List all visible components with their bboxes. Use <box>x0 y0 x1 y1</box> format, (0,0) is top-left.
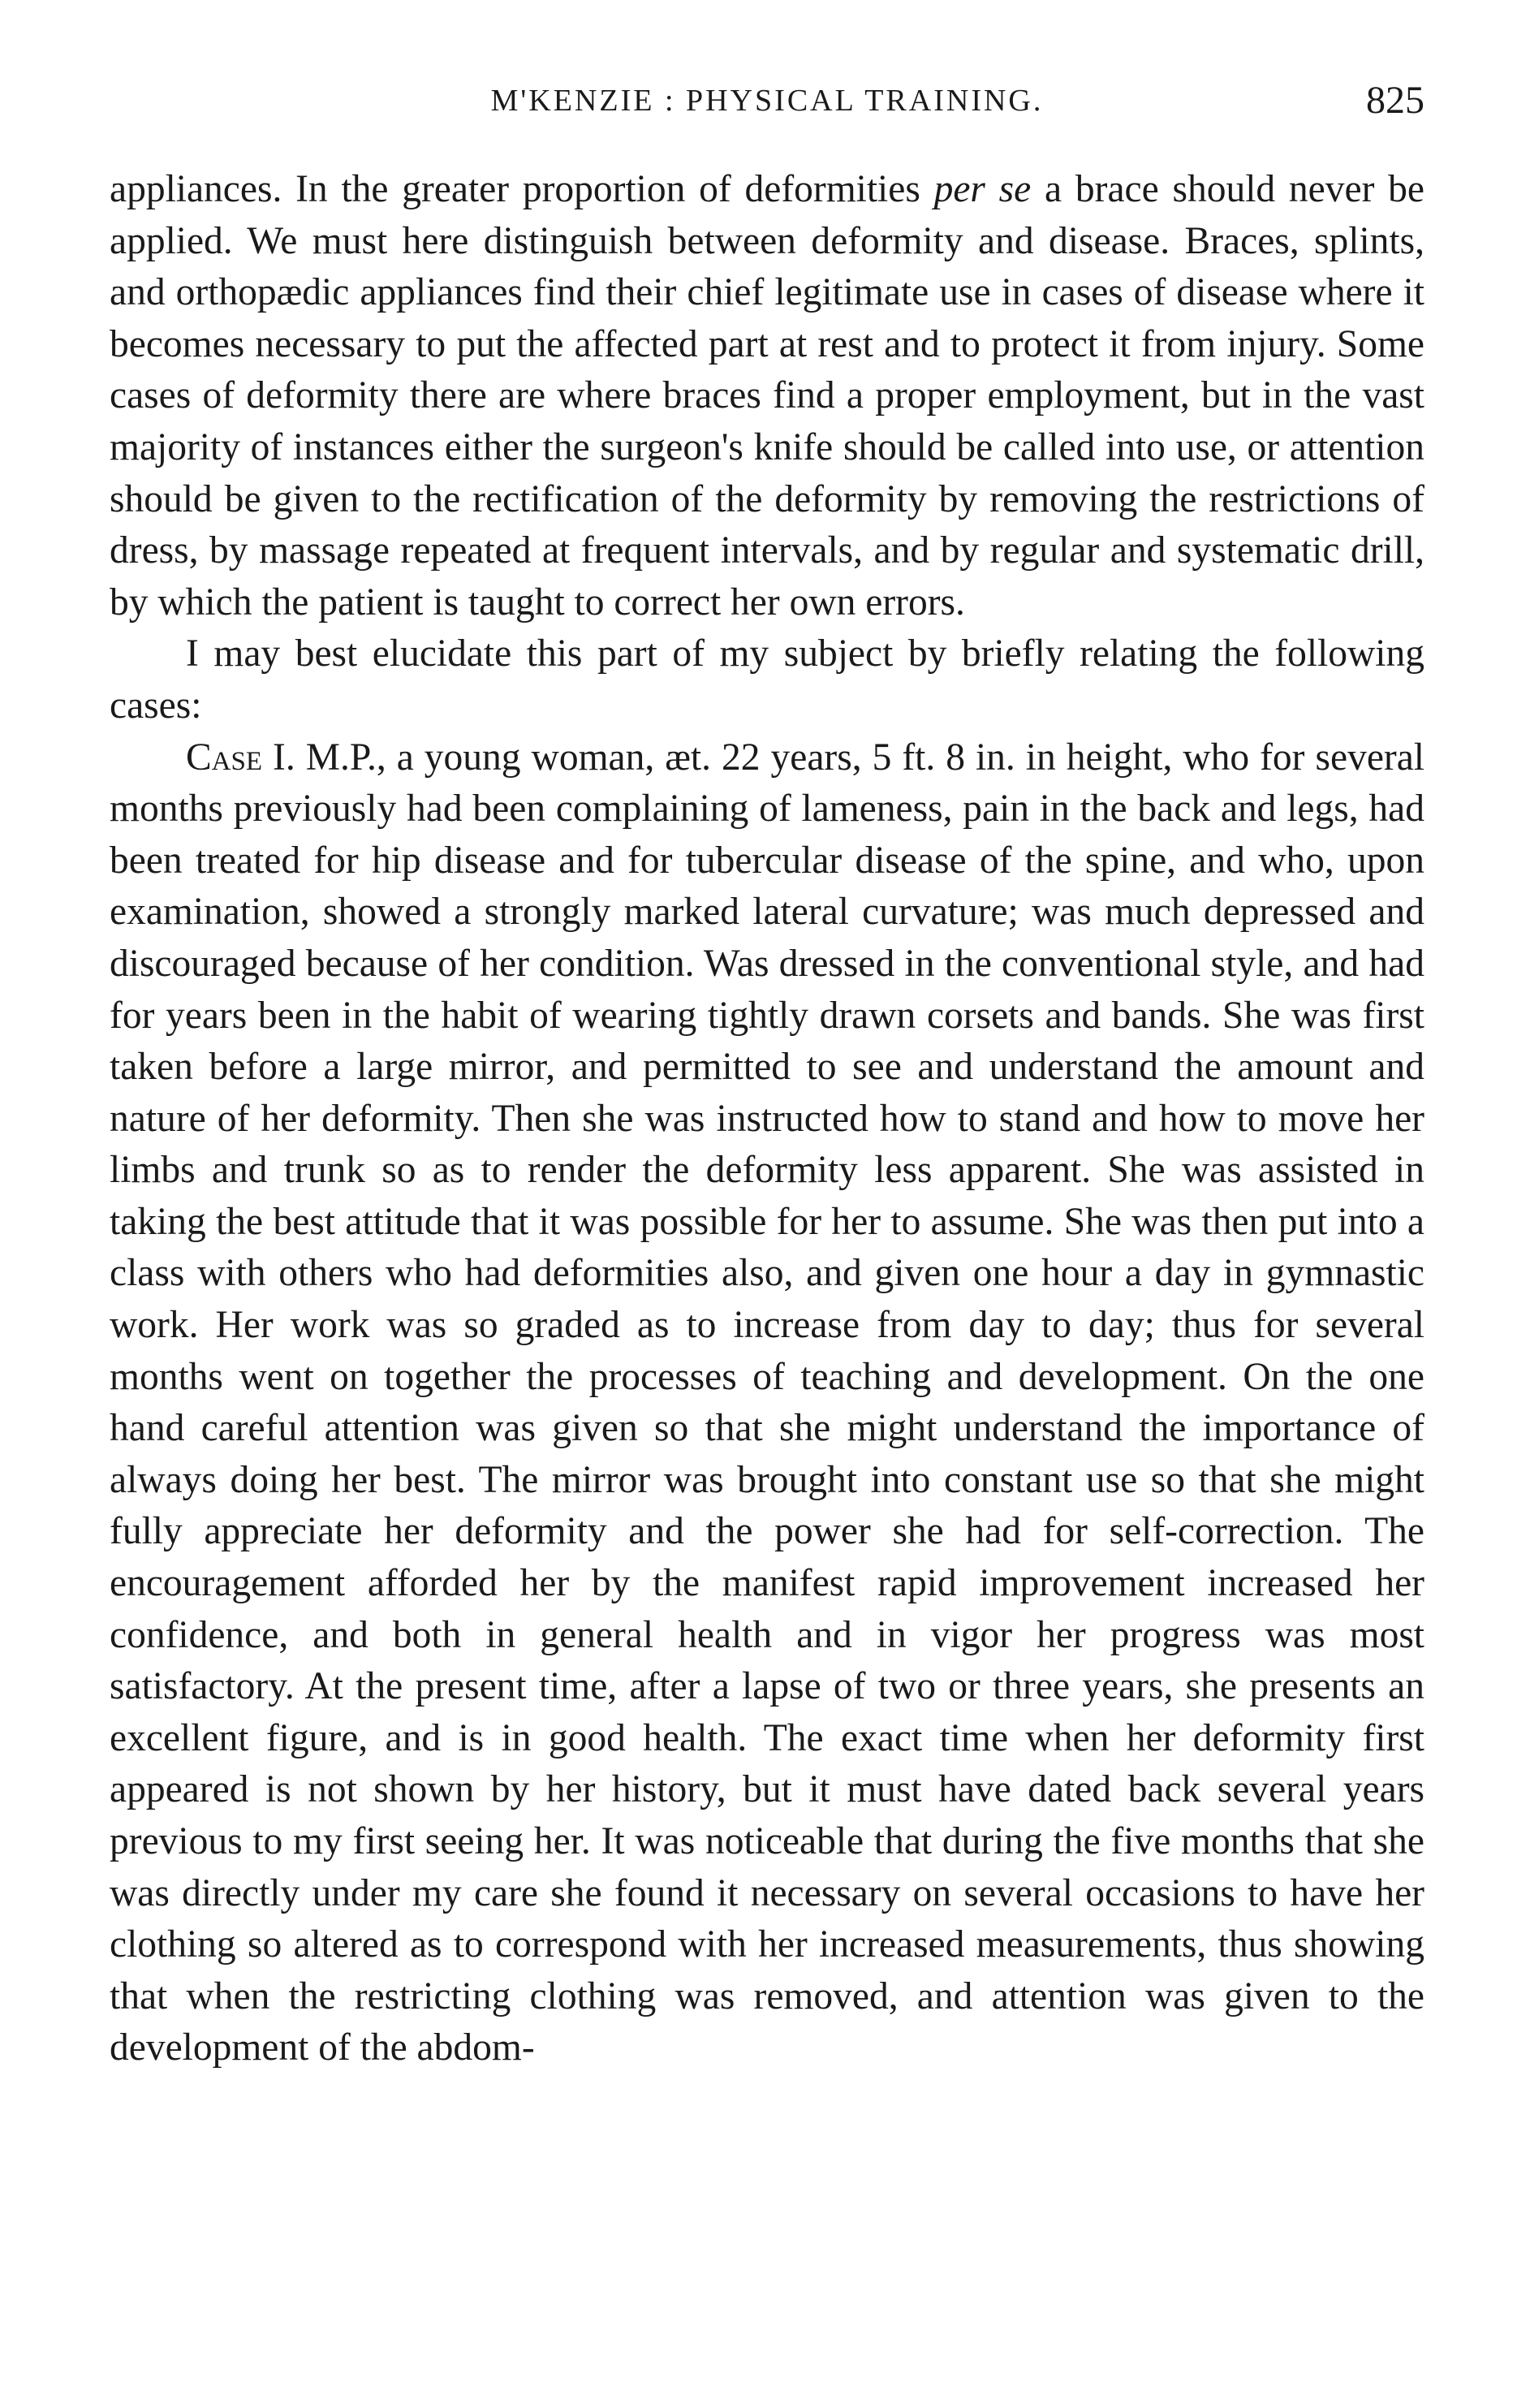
italic-phrase: per se <box>933 168 1032 210</box>
page-header <box>110 68 1424 133</box>
paragraph-case-1 <box>110 732 1424 2074</box>
case-label: Case I. <box>186 736 295 779</box>
paragraph-appliances <box>110 164 1424 628</box>
page-number: 825 <box>1366 79 1424 122</box>
body-text <box>110 164 1424 2074</box>
paragraph-text: M.P., a young woman, æt. 22 years, 5 ft. 8 in. in height, who for several months previously had been complaining of lameness, pain in the back and legs, had been treated for hip disease and for tubercular disease of the spine, and who, upon examination, showed a strongly marked lateral curvature; was much depressed and discouraged because of her condition. Was dressed in the conventional style, and had for years been in the habit of wearing tightly drawn corsets and bands. She was first taken before a large mirror, and permitted to see and understand the amount and nature of her deformity. Then she was instructed how to stand and how to move her limbs and trunk so as to render the deformity less apparent. She was assisted in taking the best attitude that it was possible for her to assume. She was then put into a class with others who had deformities also, and given one hour a day in gymnastic work. Her work was so graded as to increase from day to day; thus for several months went on together the processes of teaching and development. On the one hand careful attention was given so that she might understand the importance of always doing her best. The mirror was brought into constant use so that she might fully appreciate her deformity and the power she had for self-correction. The encouragement afforded her by the manifest rapid improvement increased her confidence, and both in general health and in vigor her progress was most satisfactory. At the present time, after a lapse of two or three years, she presents an excellent figure, and is in good health. The exact time when her deformity first appeared is not shown by her history, but it must have dated back several years previous to my first seeing her. It was noticeable that during the five months that she was directly under my care she found it necessary on several occasions to have her clothing so altered as to correspond with her increased measurements, thus showing that when the restricting clothing was removed, and attention was given to the development of the abdom- <box>110 736 1424 2069</box>
paragraph-text: a brace should never be applied. We must here distinguish between deformity and disease. Braces, splints, and orthopædic appliances find their chief legitimate use in cases of disease where it becomes necessary to put the affected part at rest and to protect it from injury. Some cases of deformity there are where braces find a proper employment, but in the vast majority of instances either the surgeon's knife should be called into use, or attention should be given to the rectification of the deformity by removing the restrictions of dress, by massage repeated at frequent intervals, and by regular and systematic drill, by which the patient is taught to correct her own errors. <box>110 168 1424 624</box>
paragraph-text: appliances. In the greater proportion of deformities <box>110 168 934 210</box>
paragraph-intro-cases: I may best elucidate this part of my subject by briefly relating the following cases: <box>110 632 1424 727</box>
running-title: M'KENZIE : PHYSICAL TRAINING. <box>490 84 1044 118</box>
